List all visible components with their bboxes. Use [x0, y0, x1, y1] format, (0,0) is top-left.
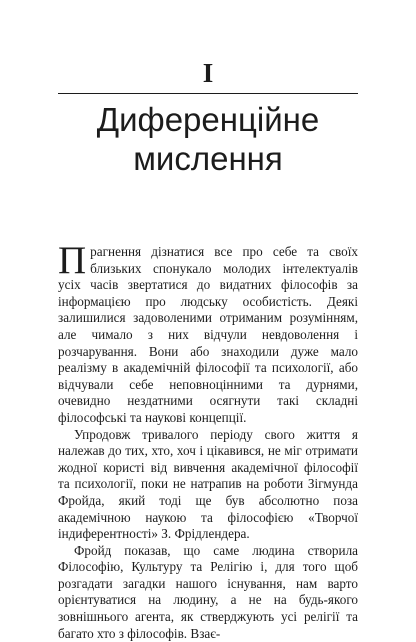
paragraph-1-text: рагнення дізнатися все про себе та своїх близьких спонукало молодих інтелектуалів усіх часів звертатися до видатних філософів за інформацією про людську особистість. Деякі залишилися задоволеними отриманим розумінням, але чимало з них відчули невдоволення і розчарування. Вони або знаходили дуже мало реалізму в академічній філософії та психології, або відчували себе неповноцінними та дурнями, очевидно нездатними осягнути такі складні філософські та наукові концепції. [58, 244, 358, 425]
drop-cap: П [58, 239, 87, 282]
body-text [58, 239, 358, 642]
chapter-number: I [202, 58, 214, 88]
paragraph-3: Фройд показав, що саме людина створила Філософію, Культуру та Релігію і, для того щоб розгадати загадки нашого існування, нам варто орієнтуватися на людину, а не на будь-якого зовнішнього агента, як стверджують усі релігії та багато хто з філософів. Взає- [58, 542, 358, 641]
paragraph-1 [58, 239, 358, 427]
chapter-title-line-2: мислення [133, 140, 283, 177]
paragraph-2: Упродовж тривалого періоду свого життя я належав до тих, хто, хоч і цікавився, не міг отримати жодної користі від вивчення академічної філософії та психології, поки не натрапив на роботи Зігмунда Фройда, який тоді ще був абсолютно поза академічною наукою та філософією «Творчої індиферентності» З. Фрідлендера. [58, 426, 358, 542]
chapter-title-line-1: Диференційне [96, 101, 320, 138]
chapter-divider [58, 93, 358, 94]
chapter-title [0, 100, 416, 178]
